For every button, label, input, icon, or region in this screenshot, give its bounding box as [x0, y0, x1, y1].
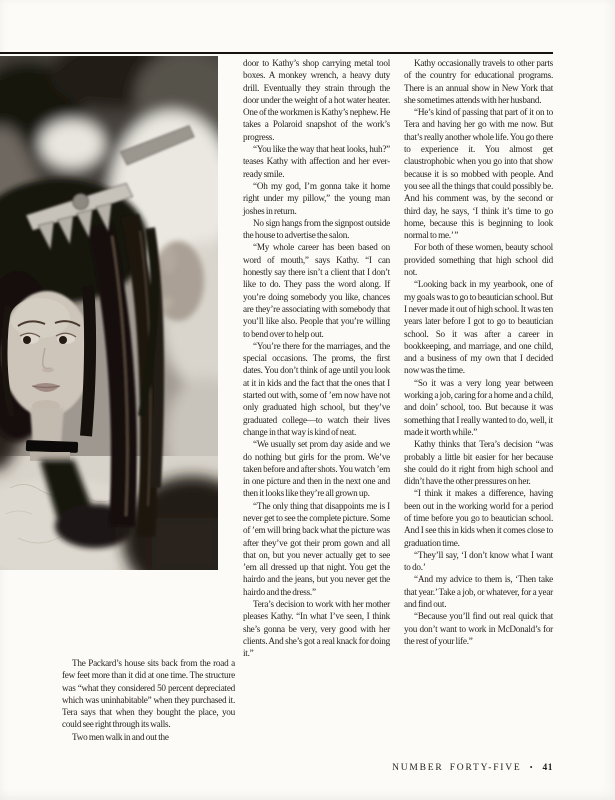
paragraph: “My whole career has been based on word of mouth,” says Kathy. “I can honestly say there isn’t a client that I don’t like to do. They pass the word along. If you’re doing somebody you like, chances are they’re associating with somebody that you’ll like also. People that you’re willing to bend over to help out.: [243, 242, 390, 339]
paragraph: “The only thing that disappoints me is I never get to see the complete picture. Some of ’em will bring back what the picture was after they’ve got their prom gown and all that on, but you never actually get to see ’em all dressed up that night. You get the hairdo and the jeans, but you never get the hairdo and the dress.”: [243, 500, 390, 597]
paragraph: “So it was a very long year between working a job, caring for a home and a child, and doin’ school, too. But because it was something that I really wanted to do, well, it made it worth while.”: [404, 377, 553, 437]
paragraph: Kathy occasionally travels to other parts of the country for educational programs. There is an annual show in New York that she sometimes attends with her husband.: [404, 58, 553, 105]
salon-photo: [0, 56, 218, 570]
article-column-right: [404, 57, 553, 647]
paragraph: “We usually set prom day aside and we do nothing but girls for the prom. We’ve taken before and after shots. You watch ’em in one picture and then in the next one and then it looks like they’re all grown up.: [243, 439, 390, 499]
mannequin-photo-illustration: [0, 56, 218, 570]
paragraph: “I think it makes a difference, having been out in the working world for a period of time before you go to beautician school. And I see this in kids when it comes close to graduation time.: [404, 488, 553, 548]
page-footer: [392, 763, 553, 773]
paragraph: Kathy thinks that Tera’s decision “was probably a little bit easier for her because she could do it right from high school and didn’t have the other pressures on her.: [404, 439, 553, 487]
top-rule: [0, 52, 553, 54]
paragraph: “They’ll say, ‘I don’t know what I want to do.’: [404, 549, 553, 573]
paragraph: Tera’s decision to work with her mother pleases Kathy. “In what I’ve seen, I think she’s gonna be very, very good with her clients. And she’s got a real knack for doing it.”: [243, 599, 390, 659]
paragraph: “You like the way that heat looks, huh?” teases Kathy with affection and her ever-ready smile.: [243, 144, 390, 179]
paragraph: “Because you’ll find out real quick that you don’t want to work in McDonald’s for the rest of your life.”: [404, 611, 553, 646]
paragraph: For both of these women, beauty school provided something that high school did not.: [404, 242, 553, 278]
photo-caption-column: [62, 657, 235, 743]
article-column-middle: [243, 57, 390, 660]
paragraph: “Oh my god, I’m gonna take it home right under my pillow,” the young man joshes in return.: [243, 180, 390, 216]
paragraph: The Packard’s house sits back from the road a few feet more than it did at one time. The structure was “what they considered 50 percent depreciated which was uninhabitable” when they purchased it. Tera says that when they bought the place, you could see right through its walls.: [62, 658, 235, 730]
page-number: 41: [542, 763, 553, 773]
paragraph: “You’re there for the marriages, and the special occasions. The proms, the first dates. You don’t think of age until you look at it in kids and the fact that the ones that I started out with, some of ’em now have not only graduated high school, but they’ve graduated college—to watch their lives change in that way is kind of neat.: [243, 340, 390, 437]
paragraph: No sign hangs from the signpost outside the house to advertise the salon.: [243, 217, 390, 241]
paragraph: Two men walk in and out the: [72, 731, 169, 742]
paragraph: door to Kathy’s shop carrying metal tool boxes. A monkey wrench, a heavy duty drill. Eventually they strain through the door under the weight of a hot water heater. One of the workmen is Kathy’s nephew. He takes a Polaroid snapshot of the work’s progress.: [243, 58, 390, 142]
issue-label: NUMBER FORTY-FIVE: [392, 763, 522, 773]
paragraph: “And my advice to them is, ‘Then take that year.’ Take a job, or whatever, for a year and find out.: [404, 574, 553, 610]
paragraph: “Looking back in my yearbook, one of my goals was to go to beautician school. But I never made it out of high school. It was ten years later before I got to go to beautician school. So it was after a career in bookkeeping, and marriage, and one child, and a business of my own that I decided now was the time.: [404, 279, 553, 376]
paragraph: “He’s kind of passing that part of it on to Tera and having her go with me now. But that’s really another whole life. You go there to experience it. You almost get claustrophobic when you go into that show because it is so mobbed with people. And you see all the things that could possibly be. And his comment was, by the second or third day, he says, ‘I think it’s time to go home, because this is beginning to look normal to me.’ ”: [404, 107, 553, 241]
footer-separator: •: [529, 763, 535, 772]
